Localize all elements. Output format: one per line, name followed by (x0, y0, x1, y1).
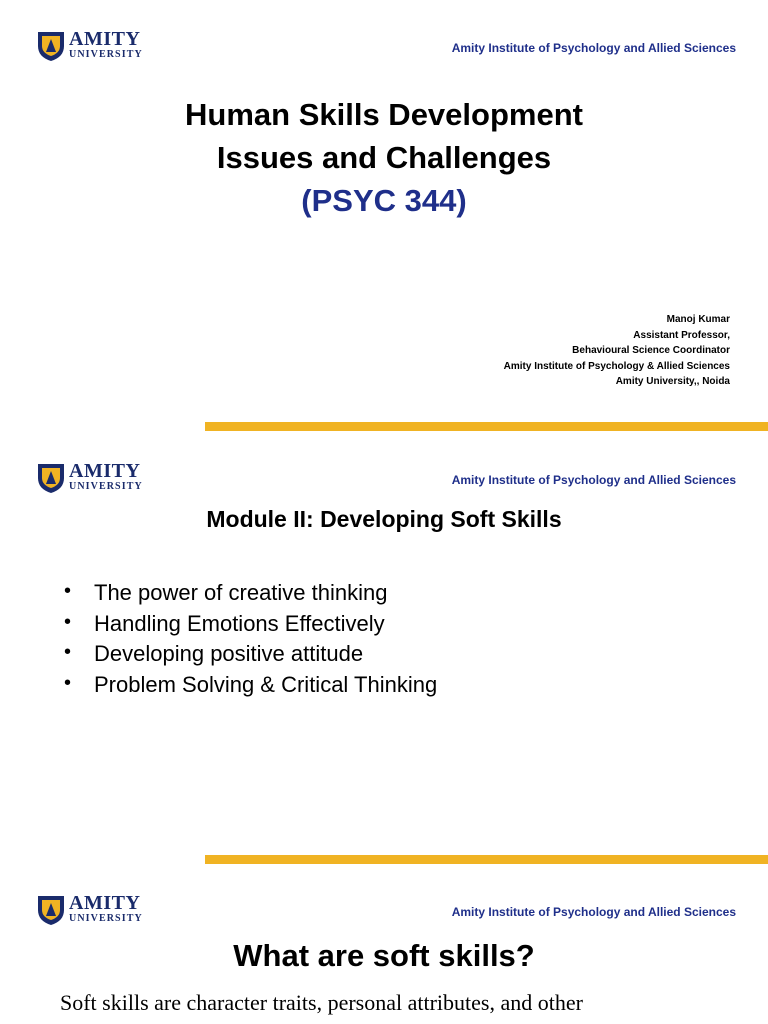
list-item: • Handling Emotions Effectively (62, 609, 437, 640)
topic-list (62, 578, 437, 701)
list-item: • Problem Solving & Critical Thinking (62, 670, 437, 701)
amity-shield-icon (36, 28, 66, 62)
soft-skills-body: Soft skills are character traits, personal attributes, and other (60, 990, 583, 1015)
slide-module (0, 432, 768, 864)
author-university: Amity University,, Noida (615, 376, 730, 387)
accent-bar (205, 422, 768, 431)
module-heading: Module II: Developing Soft Skills (206, 506, 562, 532)
slide-soft-skills (0, 864, 768, 1024)
list-item: • The power of creative thinking (62, 578, 437, 609)
accent-bar (205, 855, 768, 864)
amity-logo (36, 460, 168, 496)
logo-wordmark: AMITY (69, 460, 141, 482)
list-item: • Developing positive attitude (62, 639, 437, 670)
slide-title-line2: Issues and Challenges (216, 140, 552, 175)
logo-subtitle: UNIVERSITY (69, 49, 143, 60)
course-code: (PSYC 344) (301, 183, 467, 218)
author-block (504, 312, 730, 390)
logo-subtitle: UNIVERSITY (69, 481, 143, 492)
author-position: Assistant Professor, (633, 329, 730, 341)
author-institute: Amity Institute of Psychology & Allied Sciences (503, 360, 730, 372)
institute-name: Amity Institute of Psychology and Allied Sciences (451, 41, 736, 55)
logo-wordmark: AMITY (69, 892, 141, 914)
amity-shield-icon (36, 460, 66, 494)
institute-name: Amity Institute of Psychology and Allied Sciences (451, 473, 736, 487)
slide-title (0, 0, 768, 432)
logo-subtitle: UNIVERSITY (69, 913, 143, 924)
institute-name: Amity Institute of Psychology and Allied Sciences (451, 905, 736, 919)
amity-shield-icon (36, 892, 66, 926)
logo-wordmark: AMITY (69, 28, 141, 50)
slide-title-line1: Human Skills Development (185, 97, 583, 132)
author-name: Manoj Kumar (666, 314, 730, 325)
author-role: Behavioural Science Coordinator (572, 345, 730, 356)
amity-logo (36, 28, 168, 64)
soft-skills-heading: What are soft skills? (233, 938, 535, 973)
amity-logo (36, 892, 168, 928)
